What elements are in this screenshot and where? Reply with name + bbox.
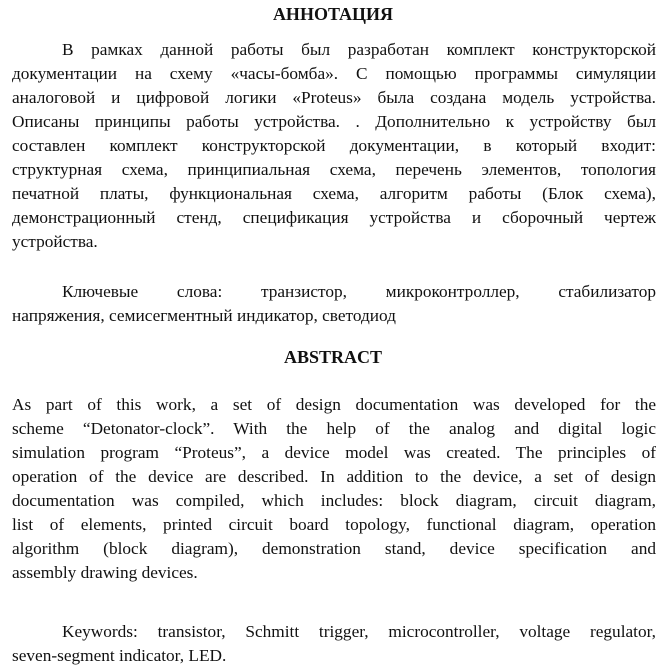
- text-line: документации на схему «часы-бомба». С помощью программы симуляции: [12, 64, 656, 83]
- text-line: напряжения, семисегментный индикатор, светодиод: [12, 306, 396, 325]
- text-line: algorithm (block diagram), demonstration stand, device specification and: [12, 539, 656, 558]
- text-line: аналоговой и цифровой логики «Proteus» была создана модель устройства.: [12, 88, 656, 107]
- text-line: simulation program “Proteus”, a device model was created. The principles of: [12, 443, 656, 462]
- text-line: seven-segment indicator, LED.: [12, 646, 227, 665]
- text-line: documentation was compiled, which includes: block diagram, circuit diagram,: [12, 491, 656, 510]
- abstract-keywords: [12, 620, 656, 668]
- text-line: As part of this work, a set of design documentation was developed for the: [12, 395, 656, 414]
- text-line: демонстрационный стенд, спецификация устройства и сборочный чертеж: [12, 208, 656, 227]
- text-line: В рамках данной работы был разработан комплект конструкторской: [62, 40, 656, 59]
- text-line: scheme “Detonator-clock”. With the help of the analog and digital logic: [12, 419, 656, 438]
- text-line: list of elements, printed circuit board topology, functional diagram, operation: [12, 515, 656, 534]
- text-line: assembly drawing devices.: [12, 563, 198, 582]
- abstract-paragraph: [12, 393, 656, 585]
- annotation-paragraph: [12, 38, 656, 254]
- text-line: устройства.: [12, 232, 98, 251]
- text-line: operation of the device are described. In addition to the device, a set of design: [12, 467, 656, 486]
- text-line: печатной платы, функциональная схема, алгоритм работы (Блок схема),: [12, 184, 656, 203]
- text-line: составлен комплект конструкторской документации, в который входит:: [12, 136, 656, 155]
- abstract-heading: ABSTRACT: [283, 347, 383, 367]
- text-line: Ключевые слова: транзистор, микроконтроллер, стабилизатор: [62, 282, 656, 301]
- annotation-keywords: [12, 280, 656, 328]
- annotation-heading: АННОТАЦИЯ: [272, 4, 394, 24]
- text-line: Описаны принципы работы устройства. . Дополнительно к устройству был: [12, 112, 656, 131]
- text-line: структурная схема, принципиальная схема, перечень элементов, топология: [12, 160, 656, 179]
- text-line: Keywords: transistor, Schmitt trigger, microcontroller, voltage regulator,: [62, 622, 656, 641]
